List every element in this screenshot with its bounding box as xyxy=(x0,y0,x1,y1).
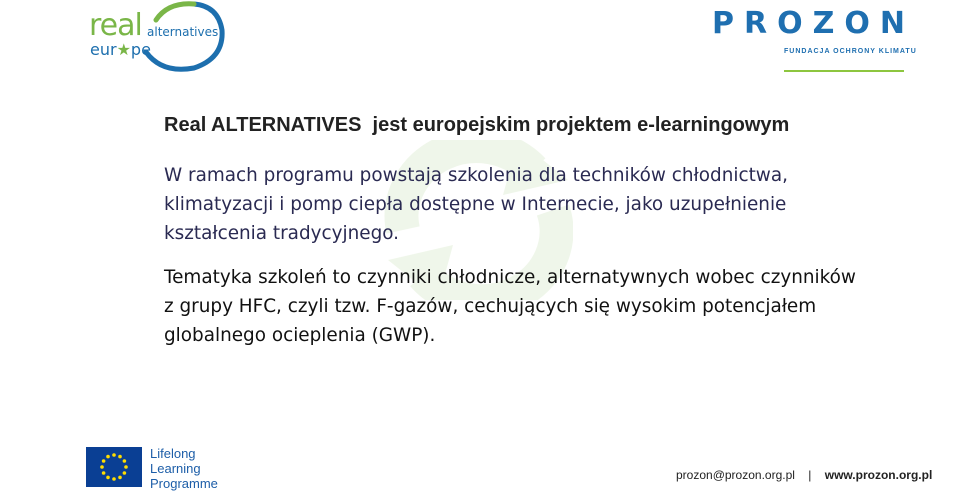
prozon-rule xyxy=(784,70,904,72)
contact-separator: | xyxy=(808,468,812,482)
prozon-logo xyxy=(712,6,917,68)
lifelong-learning-programme xyxy=(150,446,218,491)
llp-line-1: Lifelong xyxy=(150,446,196,461)
paragraph-topics: Tematyka szkoleń to czynniki chłodnicze, alternatywnych wobec czynników z grupy HFC, czyli tzw. F-gazów, cechujących się wysokim potencjałem globalnego ocieplenia (GWP). xyxy=(164,267,856,346)
paragraph-training: W ramach programu powstają szkolenia dla techników chłodnictwa, klimatyzacji i pomp ciepła dostępne w Internecie, jako uzupełnienie kształcenia tradycyjnego. xyxy=(164,165,788,244)
contact-email[interactable]: prozon@prozon.org.pl xyxy=(676,468,795,482)
eu-flag-icon xyxy=(86,447,142,487)
logo-word-alternatives: alternatives xyxy=(147,25,219,39)
llp-line-2: Learning xyxy=(150,461,201,476)
prozon-brand-text: PROZON xyxy=(712,6,915,41)
main-content xyxy=(164,114,864,365)
llp-line-3: Programme xyxy=(150,476,218,491)
contact-website[interactable]: www.prozon.org.pl xyxy=(824,468,933,482)
real-alternatives-logo xyxy=(84,0,234,74)
page-title: Real ALTERNATIVES jest europejskim projektem e-learningowym xyxy=(164,114,790,136)
logo-word-real: real xyxy=(89,8,142,43)
prozon-tagline: FUNDACJA OCHRONY KLIMATU xyxy=(784,48,917,55)
logo-word-europe: eur★pe xyxy=(90,40,151,59)
footer-contact xyxy=(676,468,932,482)
